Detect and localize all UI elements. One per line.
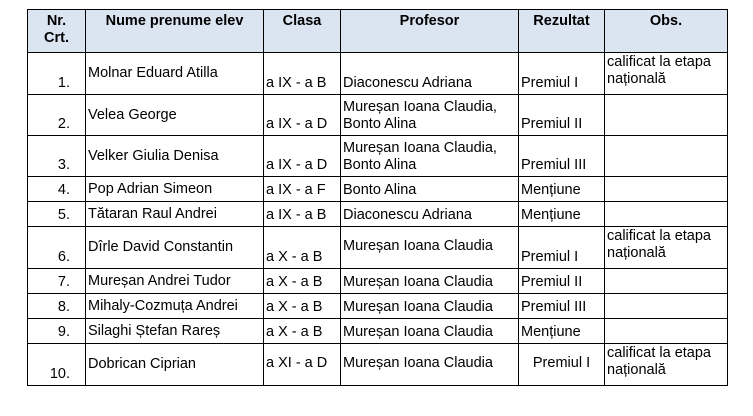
cell-clasa: a XI - a D [264,344,341,386]
cell-rezultat: Premiul II [519,95,605,136]
cell-nume: Molnar Eduard Atilla [86,53,264,95]
cell-obs: calificat la etapa națională [605,227,728,269]
cell-nume: Velea George [86,95,264,136]
cell-clasa: a X - a B [264,294,341,319]
cell-nume: Dîrle David Constantin [86,227,264,269]
cell-clasa: a IX - a B [264,53,341,95]
header-clasa: Clasa [264,10,341,53]
table-row [28,319,728,344]
cell-profesor: Mureșan Ioana Claudia [341,227,519,269]
cell-rezultat: Premiul I [519,227,605,269]
table-row [28,202,728,227]
results-table [27,9,728,386]
cell-obs [605,319,728,344]
cell-rezultat: Mențiune [519,177,605,202]
cell-profesor: Mureșan Ioana Claudia, Bonto Alina [341,95,519,136]
cell-profesor: Mureșan Ioana Claudia, Bonto Alina [341,136,519,177]
cell-nume: Pop Adrian Simeon [86,177,264,202]
cell-clasa: a X - a B [264,227,341,269]
cell-clasa: a IX - a B [264,202,341,227]
table-row [28,227,728,269]
cell-rezultat: Mențiune [519,202,605,227]
cell-rezultat: Premiul III [519,136,605,177]
cell-clasa: a IX - a F [264,177,341,202]
table-row [28,269,728,294]
cell-nr: 1. [28,53,86,95]
cell-clasa: a X - a B [264,269,341,294]
cell-nume: Velker Giulia Denisa [86,136,264,177]
cell-obs [605,294,728,319]
cell-nume: Mureșan Andrei Tudor [86,269,264,294]
header-nume: Nume prenume elev [86,10,264,53]
header-profesor: Profesor [341,10,519,53]
cell-obs [605,136,728,177]
cell-rezultat: Premiul I [519,53,605,95]
cell-profesor: Diaconescu Adriana [341,53,519,95]
cell-rezultat: Premiul II [519,269,605,294]
cell-nume: Mihaly-Cozmuța Andrei [86,294,264,319]
header-nr: Nr. Crt. [28,10,86,53]
table-row [28,136,728,177]
cell-nr: 5. [28,202,86,227]
cell-rezultat: Premiul III [519,294,605,319]
cell-profesor: Mureșan Ioana Claudia [341,344,519,386]
cell-obs: calificat la etapa națională [605,344,728,386]
cell-nr: 3. [28,136,86,177]
cell-obs [605,177,728,202]
cell-nume: Tătaran Raul Andrei [86,202,264,227]
cell-obs [605,202,728,227]
cell-nr: 7. [28,269,86,294]
cell-rezultat: Premiul I [519,344,605,386]
table-row [28,53,728,95]
cell-profesor: Bonto Alina [341,177,519,202]
cell-obs [605,95,728,136]
cell-nr: 2. [28,95,86,136]
cell-profesor: Diaconescu Adriana [341,202,519,227]
header-row [28,10,728,53]
cell-clasa: a IX - a D [264,136,341,177]
cell-nr: 10. [28,344,86,386]
cell-profesor: Mureșan Ioana Claudia [341,294,519,319]
cell-nr: 4. [28,177,86,202]
cell-nume: Dobrican Ciprian [86,344,264,386]
cell-obs: calificat la etapa națională [605,53,728,95]
table-row [28,177,728,202]
cell-nr: 8. [28,294,86,319]
header-rezultat: Rezultat [519,10,605,53]
cell-nr: 9. [28,319,86,344]
cell-nume: Silaghi Ștefan Rareș [86,319,264,344]
cell-nr: 6. [28,227,86,269]
cell-clasa: a X - a B [264,319,341,344]
cell-obs [605,269,728,294]
table-row [28,294,728,319]
table-row [28,344,728,386]
cell-clasa: a IX - a D [264,95,341,136]
cell-profesor: Mureșan Ioana Claudia [341,269,519,294]
cell-profesor: Mureșan Ioana Claudia [341,319,519,344]
header-obs: Obs. [605,10,728,53]
cell-rezultat: Mențiune [519,319,605,344]
table-row [28,95,728,136]
